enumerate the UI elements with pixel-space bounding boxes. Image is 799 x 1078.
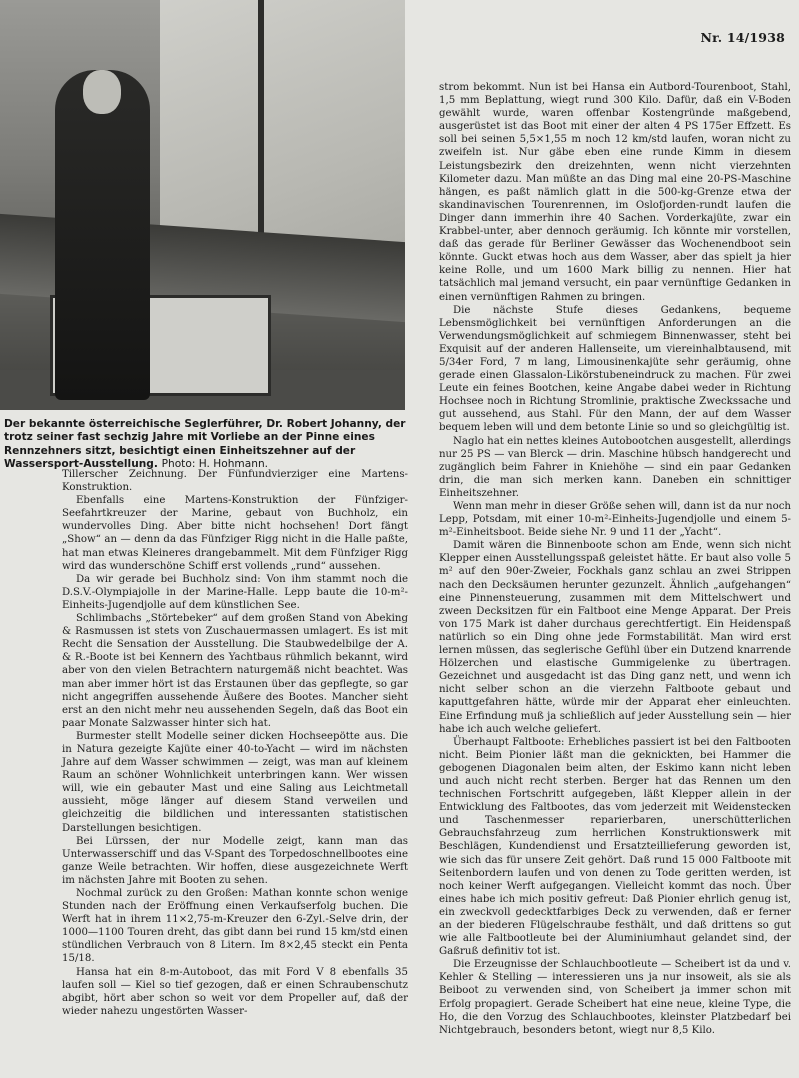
paragraph: Schlimbachs „Störtebeker“ auf dem großen Stand von Abeking & Rasmussen ist stets von Zuschauermassen umlagert. Es ist mit Recht die Sensation der Ausstellung. Die Staubwedelbilge der A. & R.-Boote ist bei Kennern des Yachtbaus rühmlich bekannt, wird aber von den vielen Betrachtern naturgemäß nicht beachtet. Was man aber immer hört ist das Erstaunen über das gepflegte, so gar nicht angegriffen aussehende Äußere des Bootes. Mancher sieht erst an den nicht mehr neu aussehenden Segeln, daß das Boot ein paar Monate Salzwasser hinter sich hat. [62, 613, 408, 729]
paragraph: Bei Lürssen, der nur Modelle zeigt, kann man das Unterwasserschiff und das V-Spant des Torpedoschnellbootes eine ganze Weile betrachten. Wir hoffen, diese ausgezeichnete Werft im nächsten Jahre mit Booten zu sehen. [62, 835, 408, 886]
person-head [83, 70, 121, 114]
paragraph: Ebenfalls eine Martens-Konstruktion der Fünfziger-Seefahrtkreuzer der Marine, gebaut von Buchholz, ein wundervolles Ding. Aber bitte nicht hochsehen! Dort fängt „Show“ an — denn da das Fünfziger Rigg nicht in die Halle paßte, hat man etwas Kleineres drangebammelt. Mit dem Fünfziger Rigg wird das wunderschöne Schiff erst vollends „rund“ aussehen. [62, 495, 408, 572]
left-column [62, 468, 408, 1018]
paragraph: Tillerscher Zeichnung. Der Fünfundvierziger eine Martens-Konstruktion. [62, 469, 408, 494]
paragraph: Nochmal zurück zu den Großen: Mathan konnte schon wenige Stunden nach der Eröffnung einen Verkaufserfolg buchen. Die Werft hat in ihrem 11×2,75-m-Kreuzer den 6-Zyl.-Selve drin, der 1000—1100 Touren dreht, das gibt dann bei rund 15 km/std einen stündlichen Verbrauch von 8 Litern. Im 8×2,45 steckt ein Penta 15/18. [62, 888, 408, 965]
paragraph: Die Erzeugnisse der Schlauchbootleute — Scheibert ist da und v. Kehler & Stelling — interessieren uns ja nur insoweit, als sie als Beiboot zu verwenden sind, von Scheibert ja immer schon mit Erfolg propagiert. Gerade Scheibert hat eine neue, kleine Type, die Ho, die den Vorzug des Schlauchbootes, kleinster Platzbedarf bei Nichtgebrauch, besonders betont, wiegt nur 8,5 Kilo. [439, 959, 791, 1036]
photo-caption [4, 418, 408, 472]
right-column [439, 81, 791, 1037]
paragraph: Überhaupt Faltboote: Erhebliches passiert ist bei den Faltbooten nicht. Beim Pionier läßt man die geknickten, bei Hammer die gebogenen Diagonalen beim alten, der Eskimo kann nicht leben und auch nicht recht sterben. Berger hat das Rennen um den technischen Fortschritt aufgegeben, läßt Klepper allein in der Entwicklung des Faltbootes, das vom jederzeit mit Weidenstecken und Taschenmesser reparierbaren, unerschütterlichen Gebrauchsfahrzeug zum herrlichen Konstruktionswerk mit Beschlägen, Kundendienst und Ersatzteillieferung geworden ist, wie sich das für unsere Zeit gehört. Daß rund 15 000 Faltboote mit Seitenbordern laufen und von denen zu Tode geritten werden, ist noch keiner Werft aufgegangen. Vielleicht kommt das noch. Über eines habe ich mich positiv gefreut: Daß Pionier ehrlich genug ist, ein zweckvoll gedecktfarbiges Deck zu verwenden, daß er ferner an der biederen Flügelschraube festhält, und daß drittens so gut wie alle Faltbootleute bei der Aluminiumhaut gelandet sind, der Gaßruß definitiv tot ist. [439, 736, 791, 958]
paragraph: Da wir gerade bei Buchholz sind: Von ihm stammt noch die D.S.V.-Olympiajolle in der Marine-Halle. Lepp baute die 10-m²-Einheits-Jugendjolle auf dem künstlichen See. [62, 573, 408, 611]
caption-text: Der bekannte österreichische Seglerführer, Dr. Robert Johanny, der trotz seiner fast sechzig Jahre mit Vorliebe an der Pinne eines Rennzehners sitzt, besichtigt einen Einheitszehner auf der Wassersport-Ausstellung. [4, 418, 406, 471]
paragraph: Naglo hat ein nettes kleines Autobootchen ausgestellt, allerdings nur 25 PS — van Blerck — drin. Maschine hübsch handgerecht und zugänglich beim Fahrer in Kniehöhe — sind ein paar Gedanken drin, die man sich merken kann. Daneben ein schnittiger Einheitszehner. [439, 435, 791, 499]
paragraph: Wenn man mehr in dieser Größe sehen will, dann ist da nur noch Lepp, Potsdam, mit einer 10-m²-Einheits-Jugendjolle und einem 5-m²-Einheitsboot. Beide siehe Nr. 9 und 11 der „Yacht“. [439, 501, 791, 539]
paragraph: strom bekommt. Nun ist bei Hansa ein Autbord-Tourenboot, Stahl, 1,5 mm Beplattung, wiegt rund 300 Kilo. Dafür, daß ein V-Boden gewählt wurde, waren offenbar Kostengründe maßgebend, ausgerüstet ist das Boot mit einer der alten 4 PS 175er Effzett. Es soll bei seinen 5,5×1,55 m noch 12 km/std laufen, woran nicht zu zweifeln ist. Nur gäbe eben eine runde Kimm in diesem Leistungsbezirk den dreizehnten, wenn nicht vierzehnten Kilometer dazu. Man müßte an das Ding mal eine 20-PS-Maschine hängen, es paßt nämlich glatt in die 500-kg-Grenze etwa der skandinavischen Tourenrennen, im Oslofjorden-rundt laufen die Dinger dann immerhin ihre 40 Sachen. Vorderkajüte, zwar ein Krabbel-unter, aber dennoch geräumig. Ich könnte mir vorstellen, daß das gerade für Berliner Gewässer das Wochenendboot sein könnte. Guckt etwas hoch aus dem Wasser, aber das spielt ja hier keine Rolle, und um 1600 Mark billig zu nennen. Hier hat tatsächlich mal jemand versucht, ein paar vernünftige Gedanken in einen vernünftigen Rahmen zu bringen. [439, 82, 791, 303]
page-number: Nr. 14/1938 [700, 30, 785, 45]
paragraph: Burmester stellt Modelle seiner dicken Hochseepötte aus. Die in Natura gezeigte Kajüte einer 40-to-Yacht — wird im nächsten Jahre auf dem Wasser schwimmen — zeigt, was man auf kleinem Raum an schöner Wohnlichkeit unterbringen kann. Wer wissen will, wie ein gebauter Mast und eine Saling aus Leichtmetall aussieht, möge länger auf diesem Stand verweilen und gleichzeitig die bildlichen und interessanten statistischen Darstellungen besichtigen. [62, 730, 408, 834]
person-figure [55, 70, 150, 400]
paragraph: Hansa hat ein 8-m-Autoboot, das mit Ford V 8 ebenfalls 35 laufen soll — Kiel so tief gezogen, daß er einen Schraubenschutz abgibt, hört aber schon so weit vor dem Propeller auf, daß der wieder nahezu ungestörten Wasser- [62, 966, 408, 1017]
photo-credit: Photo: H. Hohmann. [161, 458, 269, 471]
paragraph: Damit wären die Binnenboote schon am Ende, wenn sich nicht Klepper einen Ausstellungsspaß geleistet hätte. Er baut also volle 5 m² auf den 90er-Zweier, Fockhals ganz schlau an zwei Strippen nach den Decksäumen herunter gezunzelt. Ähnlich „aufgehangen“ eine Pinnensteuerung, zusammen mit dem Mittelschwert und zween Decksitzen für ein Faltboot eine Menge Apparat. Der Preis von 175 Mark ist daher durchaus gerechtfertigt. Ein Heidenspaß natürlich so ein Ding ohne jede Formstabilität. Man wird erst lernen müssen, das seglerische Gefühl über ein Dutzend knarrende Hölzerchen und elastische Gummigelenke zu übertragen. Gezeichnet und ausgedacht ist das Ding ganz nett, und wenn ich nicht selber schon an die vierzehn Faltboote gebaut und kaputtgefahren hätte, würde mir der Apparat eher einleuchten. Eine Erfindung muß ja schließlich auf jeder Ausstellung sein — hier habe ich auch welche geliefert. [439, 540, 791, 735]
exhibition-photo [0, 0, 405, 410]
paragraph: Die nächste Stufe dieses Gedankens, bequeme Lebensmöglichkeit bei vernünftigen Anforderungen an die Verwendungsmöglichkeit auf schmiegem Binnenwasser, steht bei Exquisit auf der anderen Hallenseite, um viereinhalbtausend, mit 5/34er Ford, 7 m lang, Limousinenkajüte sehr geräumig, ohne gerade einen Glassalon-Likörstubeneindruck zu machen. Für zwei Leute ein feines Bootchen, keine Angabe dabei weder in Richtung Hochsee noch in Richtung Stromlinie, praktische Zweckssache und gut aussehend, aus Stahl. Für den Mann, der auf dem Wasser bequem leben will und dem betonte Linie so und so gleichgültig ist. [439, 304, 791, 434]
